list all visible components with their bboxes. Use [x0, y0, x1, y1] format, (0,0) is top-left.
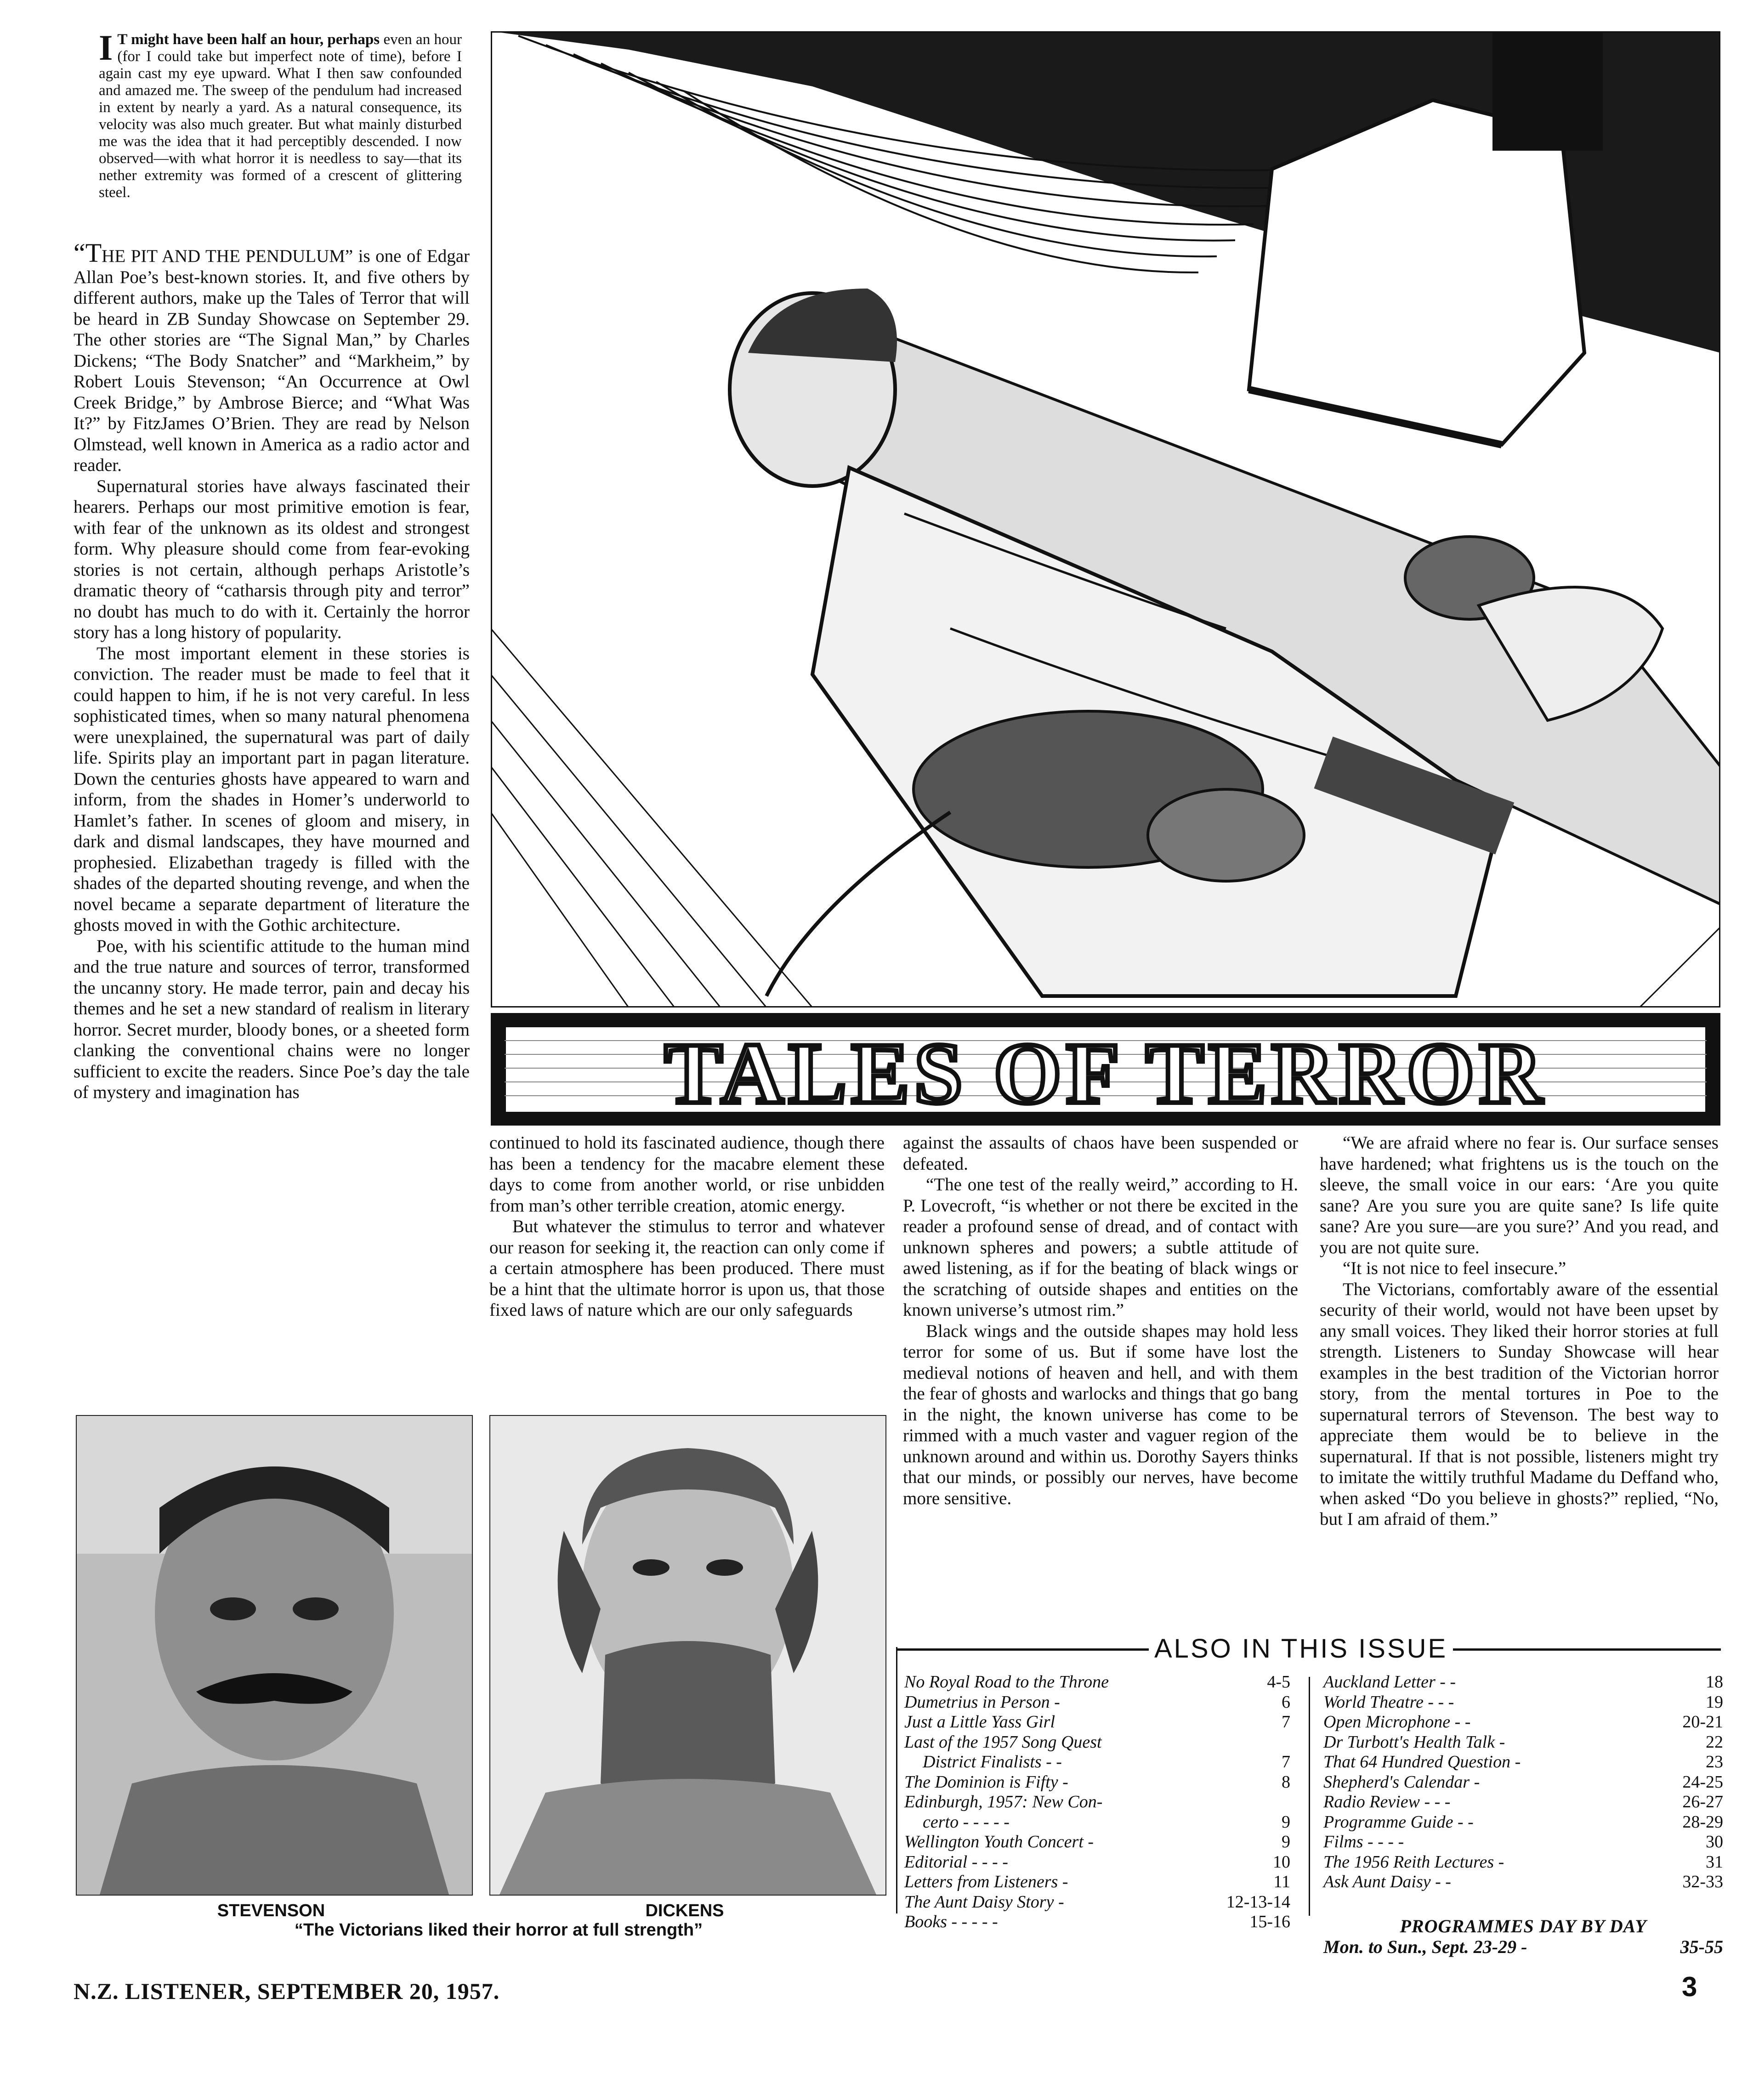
- toc-entry: Last of the 1957 Song Quest: [904, 1732, 1102, 1752]
- toc-entry: World Theatre - - - 19: [1323, 1692, 1723, 1712]
- article-column-1: [74, 238, 470, 1103]
- programmes-box: [1323, 1916, 1723, 1957]
- toc-entry: District Finalists - - 7: [923, 1752, 1290, 1772]
- paragraph: The most important element in these stories is conviction. The reader must be made to feel that it could happen to him, if he is not very careful. In less sophisticated times, when so many natural phenomena were unexplained, the supernatural was part of daily life. Spirits play an important part in pagan literature. Down the centuries ghosts have appeared to warn and inform, from the shades in Homer’s underworld to Hamlet’s father. In scenes of gloom and misery, in dark and dismal landscapes, they have mourned and prophesied. Elizabethan tragedy is filled with the shades of the departed shouting revenge, and when the novel became a separate department of literature the ghosts moved in with the Gothic architecture.: [74, 643, 470, 935]
- toc-entry: The Aunt Daisy Story - 12-13-14: [904, 1892, 1290, 1912]
- opening-cap: “T: [74, 238, 102, 268]
- stevenson-portrait: [76, 1415, 473, 1896]
- toc-left-rule: [896, 1647, 897, 1913]
- paragraph: against the assaults of chaos have been suspended or defeated.: [903, 1133, 1298, 1174]
- toc-entry: Editorial - - - - 10: [904, 1852, 1290, 1872]
- toc-entry: Auckland Letter - - 18: [1323, 1672, 1723, 1692]
- page-number: 3: [1682, 1971, 1697, 2002]
- article-column-4: [1320, 1132, 1719, 1530]
- paragraph: “We are afraid where no fear is. Our surface senses have hardened; what frightens us is the touch on the sleeve, the small voice in our ears: ‘Are you quite sane? Are you sure you are quite sane? Is life quite sane? Are you sure—are you sure?’ And you read, and you are not quite sure.: [1320, 1133, 1719, 1257]
- paragraph: continued to hold its fascinated audience, though there has been a tendency for the macabre element these days to come from another world, or rise unbidden from man’s other terrible creation, atomic energy.: [489, 1133, 885, 1216]
- toc-entry: certo - - - - - 9: [923, 1812, 1290, 1832]
- title-banner: [491, 1013, 1720, 1126]
- rat-head: [1148, 789, 1304, 881]
- toc-entry: Books - - - - - 15-16: [904, 1912, 1290, 1931]
- toc-right-list: [1323, 1672, 1723, 1892]
- programmes-heading: PROGRAMMES DAY BY DAY: [1400, 1916, 1647, 1936]
- paragraph: “It is not nice to feel insecure.”: [1343, 1258, 1566, 1278]
- toc-entry: Wellington Youth Concert - 9: [904, 1832, 1290, 1851]
- toc-entry: The Dominion is Fifty - 8: [904, 1772, 1290, 1792]
- toc-entry: Just a Little Yass Girl 7: [904, 1712, 1290, 1732]
- toc-entry: The 1956 Reith Lectures - 31: [1323, 1852, 1723, 1872]
- toc-left-list: [904, 1672, 1290, 1932]
- toc-entry: Edinburgh, 1957: New Con-: [904, 1792, 1103, 1811]
- pendulum-illustration: [491, 31, 1720, 1008]
- toc-entry: Films - - - - 30: [1323, 1832, 1723, 1851]
- article-column-3: [903, 1132, 1298, 1509]
- toc-entry: Programme Guide - - 28-29: [1323, 1812, 1723, 1832]
- intro-text: even an hour (for I could take but imperfect note of time), before I again cast my eye upward. What I then saw confounded and amazed me. The sweep of the pendulum had increased in extent by nearly a yard. As a natural consequence, its velocity was also much greater. But what mainly disturbed me was the idea that it had perceptibly descended. I now observed—with what horror it is needless to say—that its nether extremity was formed of a crescent of glittering steel.: [99, 31, 462, 201]
- paragraph: The Victorians, comfortably aware of the essential security of their world, would not have been upset by any small voices. They liked their horror stories at full strength. Listeners to Sunday Showcase will hear examples in the best tradition of the Victorian horror story, from the mental tortures in Poe to the supernatural terrors of Stevenson. The best way to appreciate them would be to believe in the supernatural. If that is not possible, listeners might try to imitate the wittily truthful Madame du Deffand who, when asked “Do you believe in ghosts?” replied, “No, but I am afraid of them.”: [1320, 1279, 1719, 1529]
- article-column-2: [489, 1132, 885, 1321]
- intro-quote: [99, 28, 462, 201]
- article-opening: [74, 238, 470, 476]
- toc-entry: Letters from Listeners - 11: [904, 1872, 1290, 1891]
- toc-entry: Dr Turbott's Health Talk - 22: [1323, 1732, 1723, 1752]
- masthead-footer: N.Z. LISTENER, SEPTEMBER 20, 1957.: [74, 1978, 500, 2004]
- toc-entry: Radio Review - - - 26-27: [1323, 1792, 1723, 1811]
- intro-dropcap: I: [99, 28, 113, 68]
- toc-entry: Ask Aunt Daisy - - 32-33: [1323, 1872, 1723, 1891]
- banner-title: TALES OF TERROR: [664, 1025, 1547, 1122]
- toc-title: ALSO IN THIS ISSUE: [1149, 1633, 1453, 1664]
- toc-entry: That 64 Hundred Question - 23: [1323, 1752, 1723, 1772]
- programmes-line: Mon. to Sun., Sept. 23-29 - 35-55: [1323, 1936, 1723, 1957]
- opening-text: HE PIT AND THE PENDULUM” is one of Edgar Allan Poe’s best-known stories. It, and five others by different authors, make up the Tales of Terror that will be heard in ZB Sunday Showcase on September 29. The other stories are “The Signal Man,” by Charles Dickens; “The Body Snatcher” and “Markheim,” by Robert Louis Stevenson; “An Occurrence at Owl Creek Bridge,” by Ambrose Bierce; and “What Was It?” by FitzJames O’Brien. They are read by Nelson Olmstead, well known in America as a radio actor and reader.: [74, 246, 470, 475]
- paragraph: But whatever the stimulus to terror and whatever our reason for seeking it, the reaction can only come if a certain atmosphere has been produced. There must be a hint that the ultimate horror is upon us, that those fixed laws of nature which are our only safeguards: [489, 1217, 885, 1320]
- dickens-portrait: [489, 1415, 886, 1896]
- toc-entry: Open Microphone - - 20-21: [1323, 1712, 1723, 1732]
- photo-caption: “The Victorians liked their horror at full strength”: [294, 1920, 703, 1940]
- toc-divider: [1309, 1677, 1310, 1916]
- paragraph: “The one test of the really weird,” according to H. P. Lovecroft, “is whether or not there be excited in the reader a profound sense of dread, and of contact with unknown spheres and powers; a subtle attitude of awed listening, as if for the beating of black wings or the scratching of outside shapes and entities on the known universe’s utmost rim.”: [903, 1175, 1298, 1320]
- toc-entry: No Royal Road to the Throne 4-5: [904, 1672, 1290, 1692]
- pendulum-shaft: [1492, 31, 1603, 151]
- toc-entry: Dumetrius in Person - 6: [904, 1692, 1290, 1712]
- paragraph: Supernatural stories have always fascinated their hearers. Perhaps our most primitive emotion is fear, with fear of the unknown as its oldest and strongest form. Why pleasure should come from fear-evoking stories is not certain, although perhaps Aristotle’s dramatic theory of “catharsis through pity and terror” no doubt has much to do with it. Certainly the horror story has a long history of popularity.: [74, 476, 470, 642]
- stevenson-label: STEVENSON: [217, 1901, 325, 1920]
- toc-entry: Shepherd's Calendar - 24-25: [1323, 1772, 1723, 1792]
- intro-lead: T might have been half an hour, perhaps: [117, 31, 380, 48]
- paragraph: Poe, with his scientific attitude to the human mind and the true nature and sources of terror, transformed the uncanny story. He made terror, pain and decay his themes and he set a new standard of realism in literary horror. Secret murder, bloody bones, or a sheeted form clanking the conventional chains were no longer sufficient to excite the readers. Since Poe’s day the tale of mystery and imagination has: [74, 936, 470, 1102]
- paragraph: Black wings and the outside shapes may hold less terror for some of us. But if some have lost the medieval notions of heaven and hell, and with them the fear of ghosts and warlocks and things that go bang in the night, the known universe has come to be rimmed with a much vaster and vaguer region of the unknown around and within us. Dorothy Sayers thinks that our minds, or possibly our nerves, have become more sensitive.: [903, 1321, 1298, 1508]
- dickens-label: DICKENS: [645, 1901, 724, 1920]
